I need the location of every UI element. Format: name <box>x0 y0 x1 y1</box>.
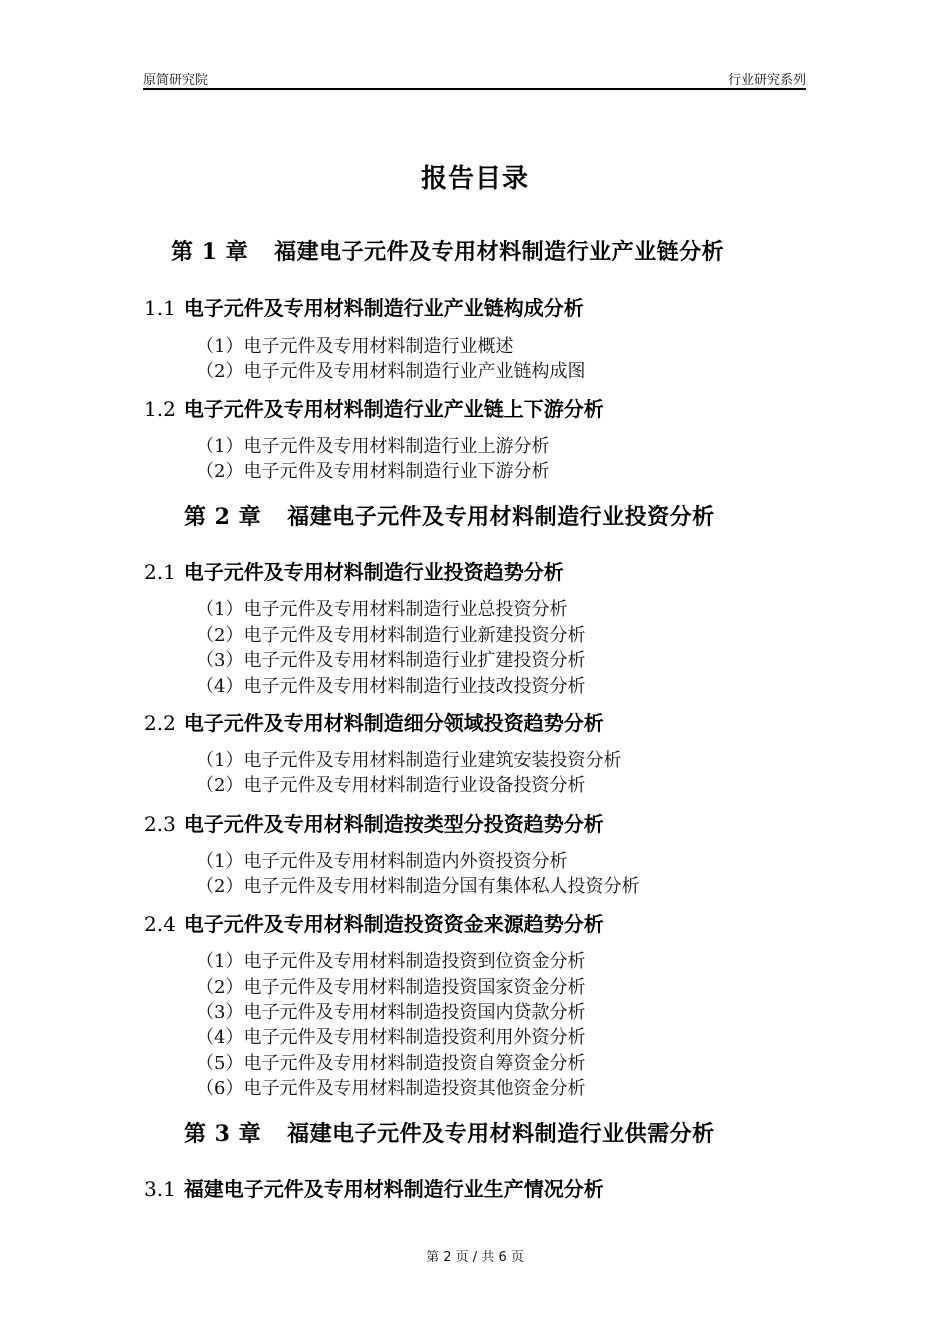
section-number: 2.3 <box>144 812 176 836</box>
section-title: 电子元件及专用材料制造细分领域投资趋势分析 <box>183 711 604 735</box>
toc-item: （1）电子元件及专用材料制造行业上游分析 <box>196 436 550 457</box>
toc-item: （1）电子元件及专用材料制造内外资投资分析 <box>196 851 568 872</box>
toc-item: （2）电子元件及专用材料制造行业设备投资分析 <box>196 775 586 796</box>
toc-item: （2）电子元件及专用材料制造分国有集体私人投资分析 <box>196 876 640 897</box>
page-title: 报告目录 <box>420 164 529 194</box>
section-title: 福建电子元件及专用材料制造行业生产情况分析 <box>183 1177 604 1201</box>
chapter-heading <box>184 1117 715 1148</box>
chapter-number: 第 1 章 <box>171 239 249 265</box>
section-heading <box>144 556 564 585</box>
toc-item: （3）电子元件及专用材料制造投资国内贷款分析 <box>196 1002 586 1023</box>
section-number: 1.1 <box>144 296 176 320</box>
section-title: 电子元件及专用材料制造行业产业链上下游分析 <box>183 397 604 421</box>
toc-item: （2）电子元件及专用材料制造行业下游分析 <box>196 461 550 482</box>
toc-item: （2）电子元件及专用材料制造行业产业链构成图 <box>196 361 586 382</box>
toc-item: （6）电子元件及专用材料制造投资其他资金分析 <box>196 1078 586 1099</box>
chapter-title: 福建电子元件及专用材料制造行业供需分析 <box>287 1121 715 1147</box>
section-heading <box>144 1173 604 1202</box>
chapter-title: 福建电子元件及专用材料制造行业投资分析 <box>287 504 715 530</box>
section-title: 电子元件及专用材料制造行业投资趋势分析 <box>183 560 564 584</box>
toc-item: （4）电子元件及专用材料制造行业技改投资分析 <box>196 676 586 697</box>
section-heading <box>144 393 604 422</box>
chapter-heading <box>171 235 724 266</box>
section-heading <box>144 707 604 736</box>
section-number: 1.2 <box>144 397 176 421</box>
page-number: 第 2 页 / 共 6 页 <box>426 1250 524 1265</box>
section-heading <box>144 908 604 937</box>
toc-item: （2）电子元件及专用材料制造行业新建投资分析 <box>196 625 586 646</box>
section-title: 电子元件及专用材料制造行业产业链构成分析 <box>183 296 584 320</box>
section-number: 2.2 <box>144 711 176 735</box>
section-heading <box>144 292 584 321</box>
toc-item: （1）电子元件及专用材料制造行业概述 <box>196 336 514 357</box>
chapter-title: 福建电子元件及专用材料制造行业产业链分析 <box>274 239 725 265</box>
section-number: 2.4 <box>144 912 176 936</box>
section-title: 电子元件及专用材料制造按类型分投资趋势分析 <box>183 812 604 836</box>
toc-item: （5）电子元件及专用材料制造投资自筹资金分析 <box>196 1053 586 1074</box>
toc-item: （1）电子元件及专用材料制造行业总投资分析 <box>196 599 568 620</box>
section-number: 3.1 <box>144 1177 176 1201</box>
toc-item: （3）电子元件及专用材料制造行业扩建投资分析 <box>196 650 586 671</box>
section-heading <box>144 808 604 837</box>
toc-item: （4）电子元件及专用材料制造投资利用外资分析 <box>196 1027 586 1048</box>
chapter-number: 第 3 章 <box>184 1121 262 1147</box>
chapter-number: 第 2 章 <box>184 504 262 530</box>
header-org: 原简研究院 <box>143 73 209 88</box>
toc-item: （1）电子元件及专用材料制造行业建筑安装投资分析 <box>196 750 622 771</box>
toc-item: （2）电子元件及专用材料制造投资国家资金分析 <box>196 977 586 998</box>
section-title: 电子元件及专用材料制造投资资金来源趋势分析 <box>183 912 604 936</box>
header-series: 行业研究系列 <box>727 73 806 88</box>
chapter-heading <box>184 500 715 531</box>
section-number: 2.1 <box>144 560 176 584</box>
toc-item: （1）电子元件及专用材料制造投资到位资金分析 <box>196 951 586 972</box>
page-header <box>143 66 806 90</box>
